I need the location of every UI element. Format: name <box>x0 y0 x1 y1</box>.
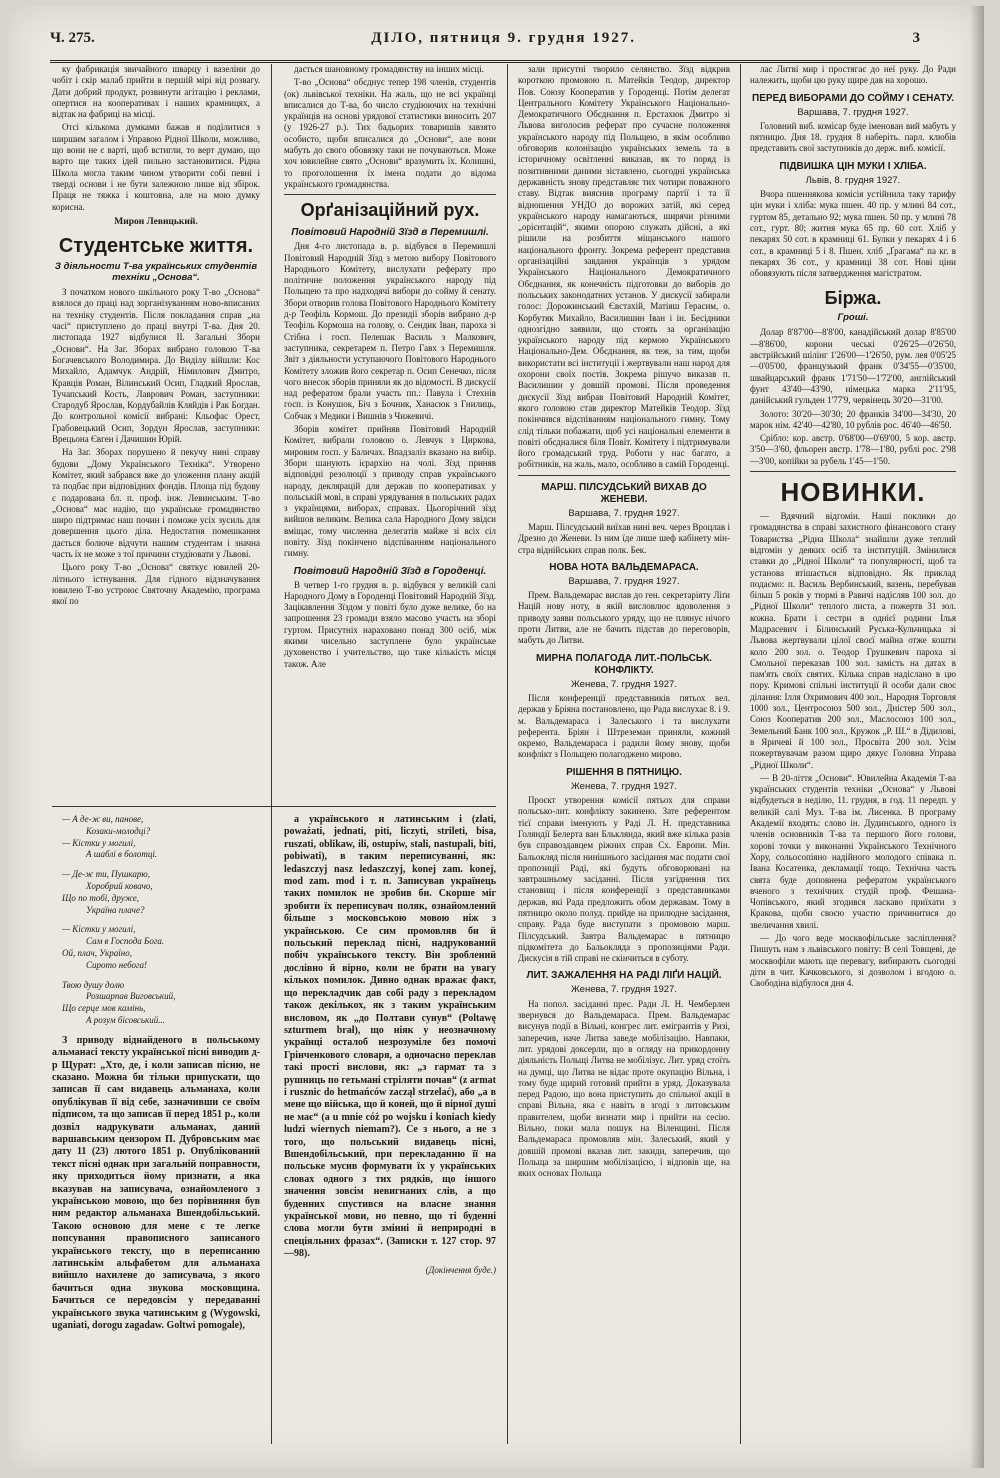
article-subtitle: З діяльности Т-ва українських студентів техніки „Основа“. <box>54 261 258 284</box>
news-dateline: Женева, 7. грудня 1927. <box>571 678 677 690</box>
news-dateline: Варшава, 7. грудня 1927. <box>568 575 680 587</box>
poem-line: Україна плаче? <box>86 904 145 915</box>
column-2 <box>284 64 496 804</box>
paragraph: З початком нового шкільного року Т-во „Основа“ взялося до праці над зорганізуванням ново-вписаних на техніку студентів. Після покладання справ „на часі“ приступлено до праці внутрі Т-ва. Дня 20. листопада 1927 відбулися II. Загальні Збори „Основи“. На Заг. Зборах вибрано головою Т-ва Богачевського Володимира. До Виділу війшли: Кос Михайло, Адамчук Андрій, Німилович Дмитро, Кравців Роман, Вілинський Осип, Гладкий Ярослав, Тучапський Кость, Лаврович Роман, заступники: Стародуб Ярослав, Кордубайлів Кляйдів і Рак Богдан. До контрольної комісії вибрані: Кльофас Орест, Грабовецький Осип, Зордун Ярослав, заступники: Врецьона Євген і Дачишин Юрій. <box>52 287 260 445</box>
paragraph: Цього року Т-во „Основа“ святкує ювилей 20-літнього істнування. Для гідного відзначування ювилею Т-во устроює Святочну Академію, програма якої по <box>52 562 260 607</box>
page-number: 3 <box>912 30 920 46</box>
news-text: Марш. Пілсудський виїхав нині веч. через Вроцлав і Дрезно до Женеви. Із ним їде лише шеф кабінету мін-стра віднійських справ полк. Бек. <box>518 521 730 555</box>
poem <box>52 814 260 1027</box>
paragraph: Дня 4-го листопада в. р. відбувся в Перемишлі Повітовий Народній Зїзд з метою вибору Повітового Народнього Комітету, вислухати реферату про політичне положення українського народу під Польщею та про надходячі вибори до сойму й сенату. Збори отворив голова Повітового Народнього Комітету д-р Теофіль Кормош. До президії зборів вибрано д-р Теофіль Кормоша на голову, о. Сендик Іван, пароха зі Стібна і госп. Пелешак Василь з Малкович, заступника, секретарем п. Петро Гавх з Перемишля. Звіт з діяльности уступаючого Повітового Народнього Комітету зложив його секретар п. Осип Сенечко, після чого внесок зборів приняли як до відомості. В дискусії над рефератом брали участь пп.: Павула і Стехнів госп. із Конушок, Біч з Бочник, Ханасюк з Гнилиць, Собчак з Медики і Вишнів з Чижевичі. <box>284 241 496 421</box>
news-head: НОВА НОТА ВАЛЬДЕМАРАСА. <box>549 561 699 573</box>
paragraph: дається шановному громадянству на інших місці. <box>294 64 484 74</box>
poem-line: Сам в Господа Бога. <box>86 936 165 947</box>
column-divider <box>271 64 272 1444</box>
paragraph: — До чого веде москвофільське засліплення? Пишуть нам з львівського повіту: В селі Товщеві, де москвофіли мають ще перевагу, вибирають сьогодні діти в чит. Качковського, зі дозволом і вгодою о. Свободіна відбулося дня 4. <box>750 933 956 989</box>
section-divider <box>52 806 496 807</box>
poem-line: — Де-ж ти, Пушкарю, <box>62 869 150 880</box>
poem-line: Що серце мов камінь, <box>62 1003 146 1014</box>
article-signature: Мирон Левицький. <box>114 216 198 227</box>
news-dateline: Варшава, 7. грудня 1927. <box>797 106 909 118</box>
news-head: МАРШ. ПІЛСУДСЬКИЙ ВИХАВ ДО ЖЕНЕВИ. <box>541 481 707 505</box>
section-divider <box>518 475 730 476</box>
paragraph: — Вдячний відгомін. Наші покликн до громадянства в справі захистного фінансового стану Товариства „Рідна Школа“ знайшли дуже теплий відгомін у деяких осіб та інституцій. Змінилися ставки до „Рідної Школи“ та популярності, щоб та установа втішається відповідно. Як приклад подаємо: п. Василь Вербинський, вазень, перебував більш 5 років у тюрмі в Равичі надісляв 100 зол. до „Рідної Школи“ теплого листа, а пожертв 31 зол. кожна. Брати і сестри в однієї родини Ілья Мадрасевич і Білинський Руська-Кульчицька зі Львова жертвували цілої своєї майна отже кошти коло 200 зол. о. Теодор Грушкевич пароха зі Смольної переказав 100 зол. замість на датах в пам'ять своїх святих. Кілька справ надіслано в цю пору. Кримові спільні інституції й особи дали своє ділання: Ілля Охримович 400 зол., Народня Торговля 1000 зол., Центросоюз 500 зол., Дністер 500 зол., Союз Кооператив 200 зол., Маслосоюз 100 зол., Земельний Банк 100 зол., Кружок „Р. Ш.“ в Дідилові, в Яричеві й 100 зол., Просвіта 200 зол. Усім пожертвувачам разом щиро дякує Головна Управа „Рідної Школи“. <box>750 511 956 770</box>
poem-line: Розшарпав Виговський, <box>86 991 176 1002</box>
news-head: МИРНА ПОЛАГОДА ЛИТ.-ПОЛЬСЬК. КОНФЛІКТУ. <box>536 652 712 676</box>
paragraph: З приводу віднайденого в польському альманасі тексту української пісні виводив д-р Щурат: „Хто, де, і коли записав пісню, не сказано. Можна би тільки припускати, що записав її сам видавець альманаха, коли опублікував її від себе, зазначивши се своїм підписом, та що записав її перед 1851 р., коли дозвіл надрукувати альманах, даний варшавським цензором П. Дубровським має дату 11 (23) лютого 1851 р. Опублікований текст пісні однак при загальній поправности, яку приходиться йому признати, а яка вказував на записувача, ознайомленого з українською мовою, що без порівняння був ним редактор альманаха Вшендобільський. Такою основою для мене є те легке попсування правописного записаного українського тексту, що в переписанню латинськім альфабетом для альманаха вийшло нахилене до записувача, з якого бачиться одна звукова московщина. Бачиться се передовсім у передаванні українського звука чатинським g (Wygowski, uganiati, dorogu zagadaw. Goltwi pomogale), <box>52 1034 260 1332</box>
paragraph: лас Литві мир і простягає до неї руку. До Ради належить, щоби цю руку щире дав на хорошо. <box>750 64 956 86</box>
market-subhead: Гроші. <box>837 312 869 324</box>
intro-paragraph: ку фабрикація звичайного шварцу і вазеліни до чобіт і скір малаб прийти в першій мірі від розвагу. Дати добрий продукт, розвинути агітацію і реклами, опертися на кооперативах і наших крамницях, а відтак на фабриці на місці. <box>52 64 260 120</box>
news-text: Проєкт утворення комісії пятьох для справи польсько-лит. конфлікту закинено. Зате референтом тієї справи іменують у Раді Л. Н. представника Голяндії Белерта ван Блькляндa, який вже кілька разів був справоздавцем ріжних справ Сх. Европи. Мін. Бальокляд після нинішнього засідання має подати свої пропозиції Раді, які будуть обговорювані на завтрашньому засіданні. Після узгіднення тих становищ і після конференції з представниками держав, які Рада предложить обом державам. Тому в пятницю около полуд. прийде на прилюдне засідання, справу. Рада буде виступати з промовою марш. Пілсудський. Завтра Вальдемарас в пятницю підкомітета до Бальокляда з пропозиціями Ради. Дискусія в тій справі не скінчиться в суботу. <box>518 795 730 964</box>
paragraph: зали присутні творило селянство. Зїзд відкрив короткою промовою п. Матейків Теодор, директор Пов. Союзу Кооператив у Городенці. Потім делегат Центрального Комітету Українського Національно-Демократичного Обєднання п. Ерстахюк Дмитро зі Львова виголосив реферат про сучасне положення українського народу під Польщею, в якім особливо обговорив колонізацію українських земель та в історичному освітленні виказав, як то поряд із позитивними даними зіставлено, сьогодні українська державність знову представляє тих чотири поважного ставу. Відтак вияснив програму партії і та її відношення УНДО до ворожих затій, які серед українського народу намагаються, ширячи різними „орієнтацій“, якими опорою служать дійсні, а які рішили на розбиття міщанського нашого національного фронту. Зокрема референт представив організаційні завдання українців з урядом Українського Національного Демократичного Обєднання, як конечність підготовки до виборів до польських законодатних установ. У дискусії забирали голос: Дорожинський Євстахій, Матіяш Герасим, о. Корбутяк Михайло, Василишин Іван і ін. Бесідники однозгідно заявили, що стоять за організацію українського народу під кермою Українського Національно-Дем. Обєднання, як теж, за тим, щоби використати всі інституції і жертвували наш народ для охорони своїх постів. Зокрема рішучо виказав п. Василишин у довшій промові. Після проведення дискусії Зїзд вибрав Повітовий Народній Комітет, якого головою став директор Матейків Теодор. Зїзд покінчився відспіванням національного гимну. Тому слід тільки побажати, щоб усі національні елементи в повіті обєдналися біля Повіт. Комітету і підтримували його громадський труд. Роботи у нас багато, а робітників, на жаль, мало, особливо в самій Городенці. <box>518 64 730 470</box>
section-divider <box>284 194 496 195</box>
column-3 <box>518 64 730 1454</box>
news-text: Після конференції представників пятьох вел. держав у Бріяна постановлено, що Рада вислухає 8. і 9. м. Вальдемараса і Залеського і та вислухати референта. Бріян і Штреземан приняли, кожний окремо, Вальдемараса і радили йому знову, щоби конфлікт з Польщею полагоджено мирово. <box>518 692 730 760</box>
poem-line: Козаки-молодці? <box>86 825 151 836</box>
poem-line: А шаблі в болотці. <box>86 849 158 860</box>
intro-paragraph: Отсі кількома думками бажав я поділитися з ширшим загалом і Управою Рідної Школи, можливо, що вони не є вартi, щоб встигли, то верт думаю, що вартo ще таких ідей пильно застановитися. Рідна Школа могла таким чином утворити собі певні і тверді основи і не бути залежною лише від збірок. Праця не тяжка і коштовна, але на мою думку корисна. <box>52 122 260 212</box>
news-dateline: Женева, 7. грудня 1927. <box>571 984 677 996</box>
paragraph: На Заг. Зборах порушено й пекучу нині справу будови „Дому Українського Техніка“. Утворено Комітет, який забрався вже до уложення плану акцій та подбає при відповідних фондів. Площа під будову є подарована бл. п. проф. інж. Левинським. Т-во „Основа“ має надію, що українське громадянство широ підтримає наш почин і поможе усіх зусиль для довершення цього діла. Недостатня помешкання дається болюче відчути нашим студентам і значна часть їх не може з тої причини студіювати у Львові. <box>52 447 260 559</box>
news-dateline: Женева, 7. грудня 1927. <box>571 780 677 792</box>
news-text: На попол. засіданні прес. Ради Л. Н. Чемберлен звернувся до Вальдемараса. Прем. Вальдемарас висунув події в Вільні, конгрес лит. емігрантів у Ризі, заперечив, наче Литва заведе мобілізацію. Навпаки, лит. урядові доксерли, що в огляду на прикордонну діяльність Польщі Литва не мобілізує. Лит. уряд стоїть на думці, що Литва не відає проте окупацію Вільна, і тому буде щирий готовий прийти в уряд. Доказувала перед Радою, що вона приступить до спільної акції в справі Вільна, яка є навіть в згоді з литовським правителем, щоби визнати мир і прийти на сесію. Вільно, поки мала пошук на Віленщині. Після Вальдемараса промовляв мін. Залеський, який у довшій промові вказав лит. закиди, заперечив, що Польща за ширшим мобілізацією, і відповів ще, на яких основах Польща <box>518 998 730 1179</box>
market-text: Золото: 30'20—30'30; 20 франків 34'00—34'30, 20 марок нім. 42'40—42'80, 10 рублів рос. 46'40—46'50. <box>750 408 956 430</box>
news-text: Вчора пшеннякова комісія устійнила таку тарифу цін муки і хліба: мука пшен. 40 пр. у млині 84 сот., гуртом 85, детально 92; мука пшен. 50 пр. у млині 78 сот., гурт. 80; житня мука 65 пр. 60 сот. Хліб у пекарях 50 сот. в крамниці 61. Булки у пекарях 4 і 6 сот., в крамниці 5 і 8. Пшен. хліб „Ґрагама“ па кг. в пекарях 36 сот., у крамниці 38 сот. Нові ціни обовязують після затвердження магістратом. <box>750 189 956 279</box>
paragraph: Т-во „Основа“ обєднує тепер 198 членів, студентів (ок) львівської техніки. На жаль, що не всі українці вписалися до Т-ва, бо число студіюючих на технічні українців на основі урядової статистики виносить 207 (у 1926-27 р.). Тих бадьорих товаришів завзято особисто, щоби вписалися до „Основи“, але вони мабуть до свого обовязку таки не почуваються. Може хоч ювилейне свято „Основи“ вразумить їх. Колишні, то проголошення їх імена подати до відома українського громадянства. <box>284 77 496 189</box>
section-head: Повітовий Народній Зїзд в Городенці. <box>293 565 487 577</box>
paragraph: В четвер 1-го грудня в. р. відбувся у великій салі Народного Дому в Городенці Повітовий Народній Зїзд. Зацікавлення Зїздом у повіті було дуже велике, бо на запрошення 23 громади взяло масово участь на зборі гуртом. Присутніх нараховано понад 300 осіб, між якими чисельно заступлене було українське духовенство і учительство, що таке кількість місця також. Але <box>284 579 496 669</box>
news-head: ЛИТ. ЗАЖАЛЕННЯ НА РАДІ ЛІҐИ НАЦІЙ. <box>526 970 722 982</box>
column-divider <box>740 64 741 1444</box>
poem-line: А розум бісовський... <box>86 1014 165 1025</box>
news-head: РІШЕННЯ В ПЯТНИЦЮ. <box>566 766 682 778</box>
paragraph: а українського и латинським і (zlati, poważati, jednati, piti, liczyti, strileti, bisa, ruszati, oblikaw, ili, ostupiw, stali, nastupali, biti, pobiwati), в таким переписуванні, як: ledaszczyj nasz ledaszczyj, konej zam. konej, mod zam. mod і т. п. Записував українець таких помилок не зробив би. Скорше міг зробити їх переписувач поляк, ознайомлений більше з московською мовою ніж з українською. Се сим промовляв би й польський переклад пісні, надрукований побіч українського тексту. Він зроблений дослівно й вірно, коли не брати на увагу кількох помилок. Дивно однак вражає факт, що перекладчик дав собі раду з перекладом також декількох, як з таким українським висловом, як „до Полтави сунув“ (Poltawę szturmem brał), що ніяк у неозначному українці осталоб незрозуміле без помочі Грінченкового словаря, а одночасно переклав такі прості вислови, як: „з гармат та з рушниць по гетьмані стріляти почав“ (z armat i rusznic do hetmańców zacząl strzelać), або „а в мене що війська, що й коней, що й вірної душі не має“ (a u mnie cóż po wojsku i koniach kiedy ludzi wiernych niemam?). Се з нього, а не з того, що польський видавець пісні, Вшендобільський, при перекладанню її на польське мусив формувати їх у українських словах одного з тих рядків, що іншого значення зовсім невигнаних слів, а що буденних спустився на власне знання української мови, но певно, що ті буденні слова могли бути змінні й неприродні в спеціяльних фразах“. (Записки т. 127 стор. 97—98). <box>284 814 496 1260</box>
paper-date-line: ДІЛО, пятниця 9. грудня 1927. <box>371 30 637 46</box>
article-title-organization: Орґанізаційний рух. <box>300 200 480 221</box>
issue-number: Ч. 275. <box>50 30 95 46</box>
poem-line: — Кістки у могилі, <box>62 837 136 848</box>
market-head: Біржа. <box>824 288 882 309</box>
column-4 <box>750 64 956 1454</box>
masthead <box>50 30 920 63</box>
poem-line: Сирото небога! <box>86 959 148 970</box>
column-divider <box>507 64 508 1444</box>
paragraph: Зборів комітет прийняв Повітовий Народній Комітет, вибрали головою о. Левчук з Циркова, мировим госп. у Баличах. Впадзаліз вказано на вибір. Збори шанують ієрархію на чолі. Зїзд приняв відповідні резолюції з приводу справ украївського народу, деклярацій для держав по кооперативах у польській мові, в справі урядування в польських радах з українцями, виборах, справах. Цьогорічний зїзд вийшов великим. Велика сала Народного Дому звідси вміщає, тому численна делегатів майже зі всіх сіл повіту. Зїзд покінчено відспіванням національного гимну. <box>284 424 496 559</box>
poem-line: Що по тобі, друже, <box>62 892 139 903</box>
section-head: Повітовий Народній Зїзд в Перемишлі. <box>291 227 489 239</box>
continuation-note: (Докінчення буде.) <box>425 1264 496 1275</box>
article-title-student-life: Студентське життя. <box>58 235 254 258</box>
market-text: Срібло: кор. австр. 0'68'00—0'69'00, 5 кор. австр. 3'50—3'60, фльорен австр. 1'78—1'80, рублі рос. 2'98—3'00, копійки за рубель 1'45—1'50. <box>750 433 956 466</box>
news-text: Головний виб. комісар буде іменован вий мабуть у пятницю. Дня 18. грудня 8 наберіть. парл. клюбів представить свої заступників до держ. виб. комісії. <box>750 120 956 154</box>
poem-line: — А де-ж ви, панове, <box>62 814 144 824</box>
bottom-middle-column <box>284 814 496 1464</box>
news-dateline: Варшава, 7. грудня 1927. <box>568 507 680 519</box>
poem-line: — Кістки у могилі, <box>62 924 136 935</box>
news-head: ПІДВИШКА ЦІН МУКИ І ХЛІБА. <box>779 160 927 172</box>
poem-line: Хоробрий ковачо, <box>86 880 153 891</box>
news-text: Прем. Вальдемарас вислав до ген. секретаріяту Ліґи Націй нову ноту, в якій висловлює вдоволення з приводу заяви польського уряду, що не плянує нічого проти Литви, але не бачить підстав до переговорів, мабуть до Литви. <box>518 590 730 646</box>
market-text: Долар 8'87'00—8'8'00, канадійський долар 8'85'00—8'86'00, корони чеські 0'26'25—0'26'50, австрійський шілінг 1'26'00—1'26'50, рум. лея 0'05'25—0'05'00, французький франк 0'34'55—0'35'00, швайцарський франк 1'71'50—1'72'00, англійський фунт 43'40—43'90, німецька марка 2'11'95, данійський гульден 1'77'9, червінець 30'20—31'00. <box>750 327 956 406</box>
news-section-title: НОВИНКИ. <box>780 477 926 508</box>
poem-line: Ой, плач, Україно, <box>62 947 132 958</box>
column-1 <box>52 64 260 774</box>
bottom-left-column <box>52 814 260 1464</box>
paragraph: — В 20-ліття „Основи“. Ювилейна Академія Т-ва українських студентів техніки „Основа“ у Львові відбудеться в неділю, 11. грудня, в год. 11 передп. у великій салі Муз. Т-ва ім. Лисенка. В програму Академії входять: слово ін. Дудинського, одного із членів основників Т-ва та першого його голови, хорові точки у виконанні Українського Технічного Хору, сольосопіяно надійного молодого співака п. Івана Косатенка, декламації тощо. Технічна часть свята буде доповнена рефератом українського вченого з технічних студій проф. Фешана-Чопівського, який згодився ласкаво приїхати з Кракова, щоби своєю участю причинитися до звеличання хвилі. <box>750 772 956 930</box>
news-dateline: Львів, 8. грудня 1927. <box>805 174 901 186</box>
news-head: ПЕРЕД ВИБОРАМИ ДО СОЙМУ І СЕНАТУ. <box>752 92 954 104</box>
section-divider <box>750 471 956 472</box>
newspaper-page <box>8 6 984 1468</box>
poem-line: Твою душу долю <box>62 979 125 990</box>
